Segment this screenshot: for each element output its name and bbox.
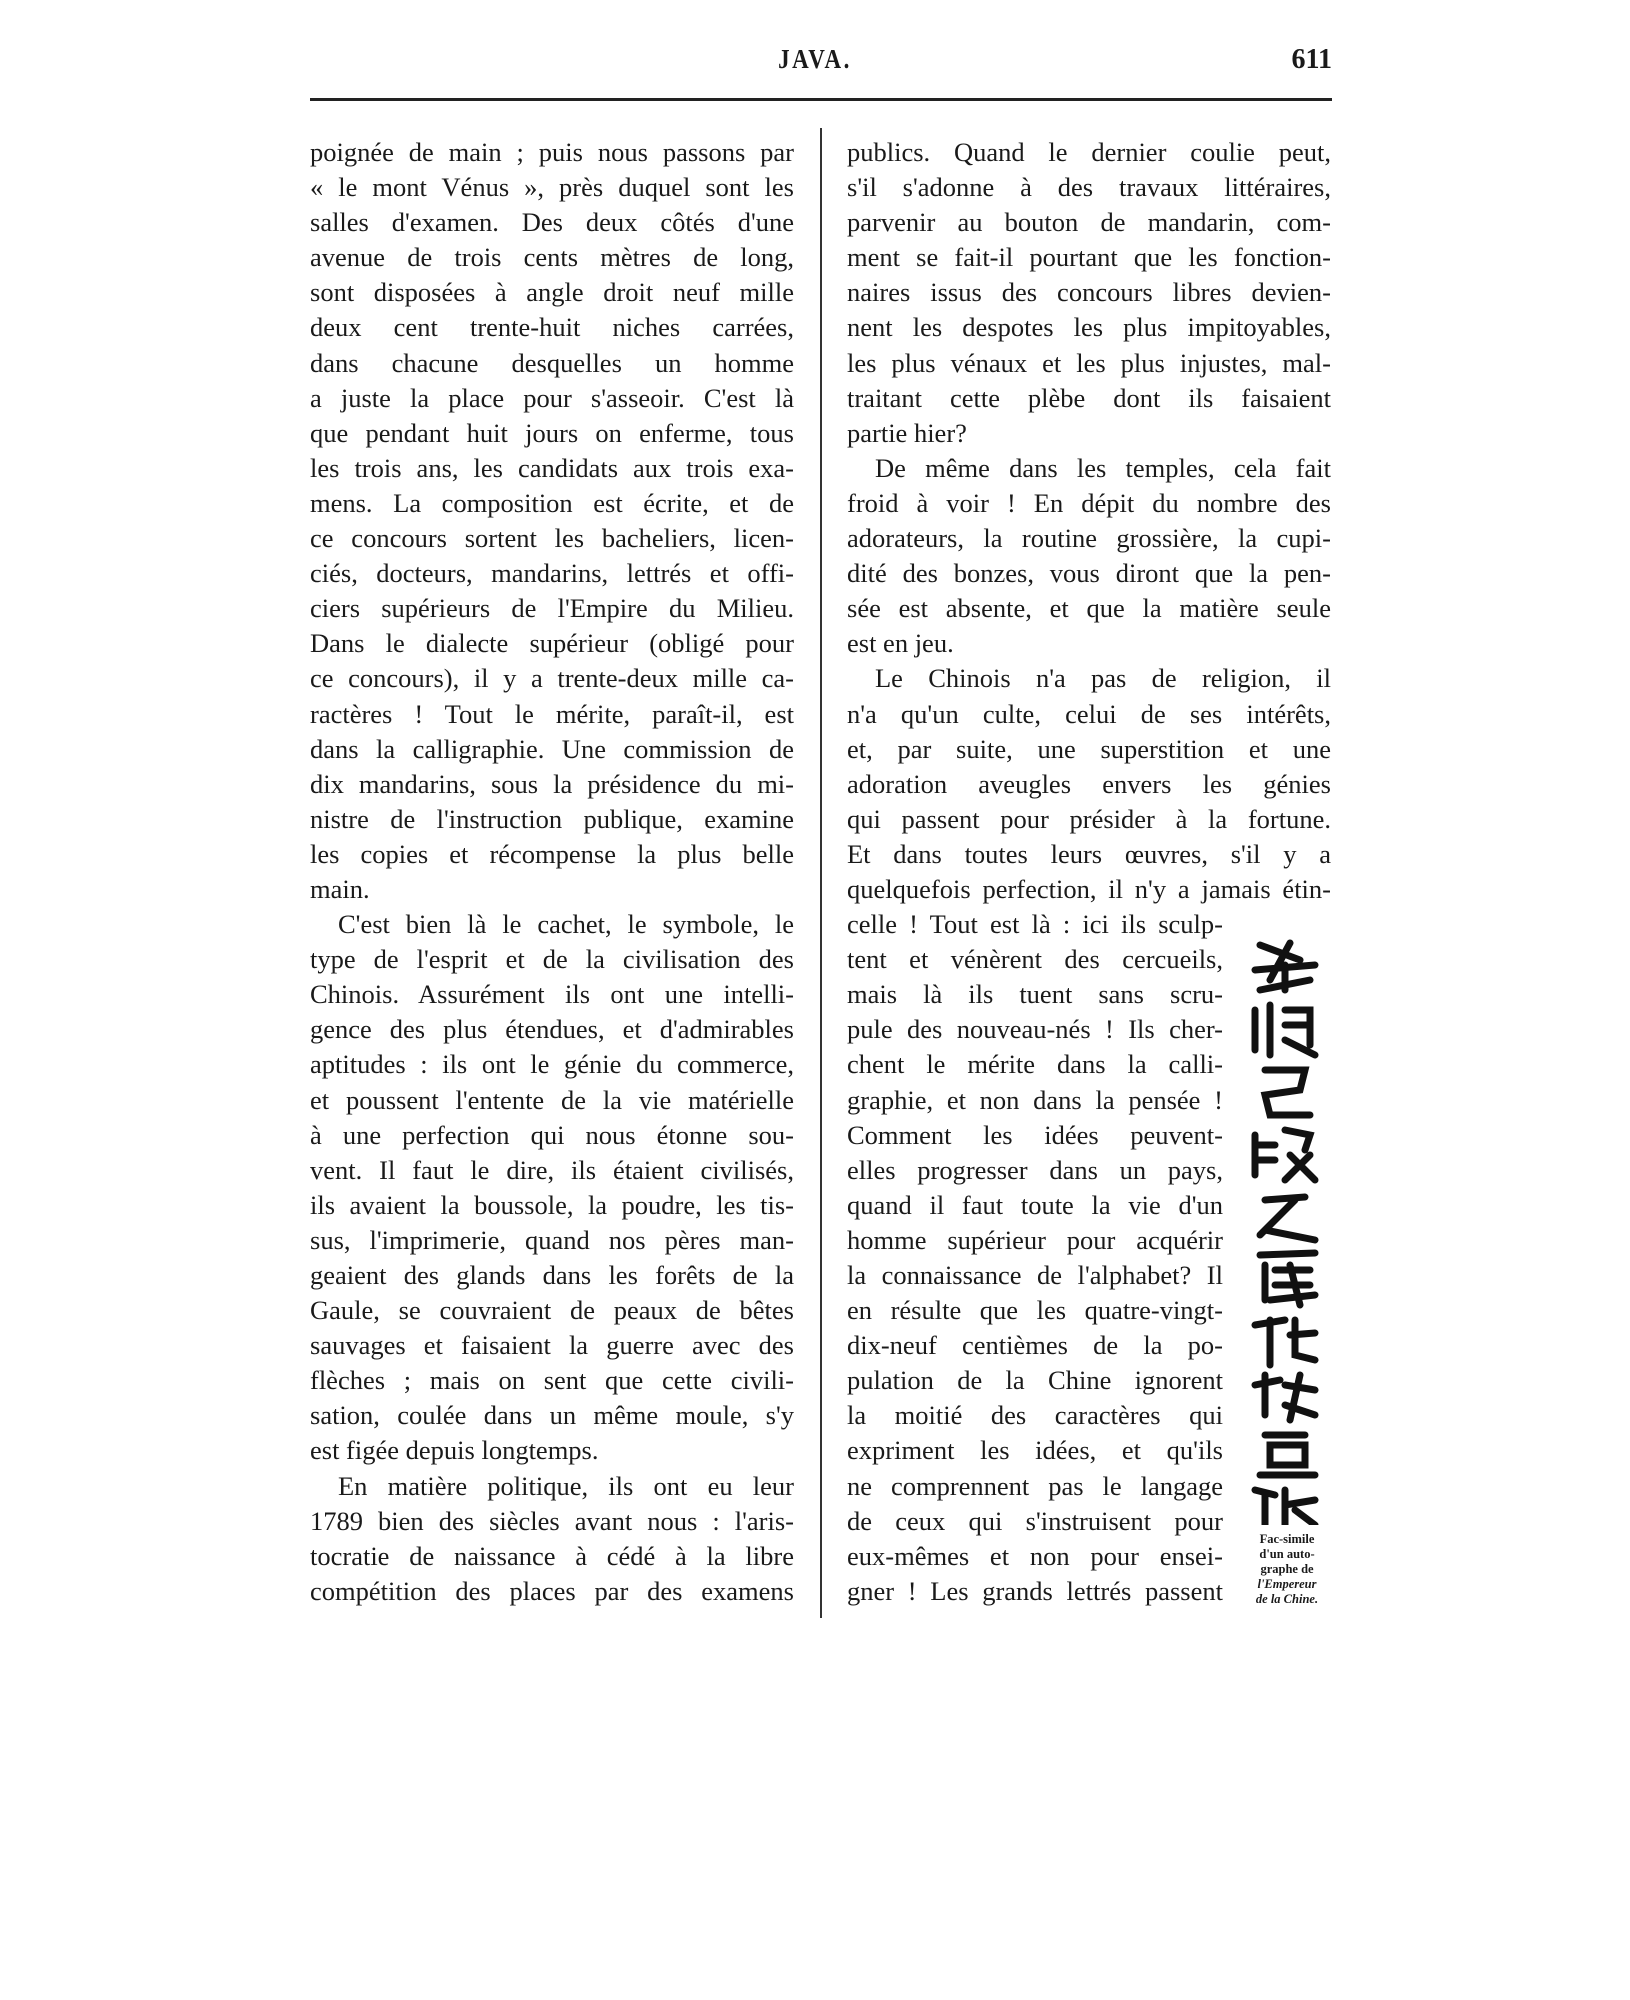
text-line: traitant cette plèbe dont ils faisaient: [847, 382, 1331, 413]
text-line: mens. La composition est écrite, et de: [310, 487, 794, 518]
text-line: dix mandarins, sous la présidence du mi-: [310, 768, 794, 799]
text-line: les copies et récompense la plus belle: [310, 838, 794, 869]
text-line: chent le mérite dans la calli-: [847, 1049, 1223, 1080]
text-line: expriment les idées, et qu'ils: [847, 1435, 1223, 1466]
text-line: poignée de main ; puis nous passons par: [310, 137, 794, 167]
text-line: qui passent pour présider à la fortune.: [847, 803, 1331, 834]
page-number: 611: [1291, 44, 1332, 75]
text-line: mais là ils tuent sans scru-: [847, 979, 1223, 1010]
text-line: les plus vénaux et les plus injustes, mal-: [847, 347, 1331, 378]
text-line: deux cent trente-huit niches carrées,: [310, 312, 794, 343]
column-divider: [820, 128, 822, 1618]
text-line: en résulte que les quatre-vingt-: [847, 1295, 1223, 1326]
text-line: gner ! Les grands lettrés passent: [847, 1575, 1223, 1606]
glyph-2: [1255, 1005, 1315, 1055]
glyph-5: [1260, 1197, 1315, 1240]
text-line: dans la calligraphie. Une commission de: [310, 733, 794, 764]
text-line: En matière politique, ils ont eu leur: [338, 1470, 794, 1501]
text-line: quelquefois perfection, il n'y a jamais étin-: [847, 873, 1331, 904]
text-line: à une perfection qui nous étonne sou-: [310, 1119, 794, 1150]
text-line: ment se fait-il pourtant que les fonction-: [847, 242, 1331, 273]
text-line: est figée depuis longtemps.: [310, 1435, 599, 1466]
text-line: homme supérieur pour acquérir: [847, 1224, 1223, 1255]
text-line: ciés, docteurs, mandarins, lettrés et offi-: [310, 558, 794, 589]
text-line: ciers supérieurs de l'Empire du Milieu.: [310, 593, 794, 624]
text-line: ractères ! Tout le mérite, paraît-il, est: [310, 698, 794, 729]
text-line: sation, coulée dans un même moule, s'y: [310, 1400, 794, 1431]
text-line: ce concours sortent les bacheliers, licen-: [310, 523, 794, 554]
glyph-7: [1255, 1320, 1315, 1365]
text-line: eux-mêmes et non pour ensei-: [847, 1540, 1223, 1571]
text-line: adoration aveugles envers les génies: [847, 768, 1331, 799]
glyph-10: [1255, 1490, 1315, 1525]
caption-line: l'Empereur: [1257, 1577, 1317, 1591]
text-line: parvenir au bouton de mandarin, com-: [847, 207, 1331, 238]
text-line: ils avaient la boussole, la poudre, les tis-: [310, 1189, 794, 1220]
glyph-8: [1255, 1375, 1315, 1420]
text-line: C'est bien là le cachet, le symbole, le: [338, 909, 794, 940]
text-line: est en jeu.: [847, 628, 954, 659]
text-line: froid à voir ! En dépit du nombre des: [847, 487, 1331, 518]
text-line: celle ! Tout est là : ici ils sculp-: [847, 909, 1223, 940]
text-line: pulation de la Chine ignorent: [847, 1365, 1223, 1396]
text-line: dix-neuf centièmes de la po-: [847, 1330, 1223, 1361]
glyph-4: [1255, 1130, 1315, 1180]
text-line: tocratie de naissance à cédé à la libre: [310, 1540, 794, 1571]
caption-line: d'un auto-: [1259, 1547, 1315, 1561]
text-line: sauvages et faisaient la guerre avec des: [310, 1330, 794, 1361]
text-line: ce concours), il y a trente-deux mille ca-: [310, 663, 794, 694]
text-line: 1789 bien des siècles avant nous : l'aris-: [310, 1505, 794, 1536]
text-line: compétition des places par des examens: [310, 1575, 794, 1606]
text-line: nent les despotes les plus impitoyables,: [847, 312, 1331, 343]
text-line: que pendant huit jours on enferme, tous: [310, 417, 794, 448]
text-line: n'a qu'un culte, celui de ses intérêts,: [847, 698, 1331, 729]
text-line: Dans le dialecte supérieur (obligé pour: [310, 628, 794, 659]
left-column: [310, 135, 794, 1609]
text-line: la connaissance de l'alphabet? Il: [847, 1260, 1223, 1290]
glyph-3: [1265, 1070, 1310, 1115]
caption-line: Fac-simile: [1259, 1532, 1315, 1546]
text-line: s'il s'adonne à des travaux littéraires,: [847, 172, 1331, 203]
header-rule: [310, 98, 1332, 101]
text-line: De même dans les temples, cela fait: [875, 452, 1331, 483]
running-title: JAVA.: [778, 44, 852, 74]
text-line: la moitié des caractères qui: [847, 1400, 1223, 1431]
glyph-6: [1260, 1253, 1315, 1305]
text-line: dans chacune desquelles un homme: [310, 347, 794, 378]
caption-line: graphe de: [1260, 1562, 1314, 1576]
text-line: les trois ans, les candidats aux trois exa-: [310, 452, 794, 483]
text-line: vent. Il faut le dire, ils étaient civilisés,: [310, 1154, 794, 1185]
text-line: a juste la place pour s'asseoir. C'est là: [310, 382, 794, 413]
text-line: publics. Quand le dernier coulie peut,: [847, 137, 1331, 167]
text-line: Gaule, se couvraient de peaux de bêtes: [310, 1295, 794, 1326]
text-line: et poussent l'entente de la vie matérielle: [310, 1084, 794, 1115]
text-line: Et dans toutes leurs œuvres, s'il y a: [847, 838, 1331, 869]
glyph-9: [1260, 1435, 1315, 1475]
text-line: avenue de trois cents mètres de long,: [310, 242, 794, 273]
text-line: adorateurs, la routine grossière, la cupi-: [847, 523, 1331, 554]
text-line: ne comprennent pas le langage: [847, 1470, 1223, 1501]
text-line: partie hier?: [847, 417, 967, 448]
text-line: Chinois. Assurément ils ont une intelli-: [310, 979, 794, 1010]
text-line: Le Chinois n'a pas de religion, il: [875, 663, 1331, 694]
text-line: geaient des glands dans les forêts de la: [310, 1260, 794, 1290]
text-line: sus, l'imprimerie, quand nos pères man-: [310, 1224, 794, 1255]
text-line: « le mont Vénus », près duquel sont les: [310, 172, 794, 203]
text-line: gence des plus étendues, et d'admirables: [310, 1014, 794, 1045]
text-line: Comment les idées peuvent-: [847, 1119, 1223, 1150]
text-line: naires issus des concours libres devien-: [847, 277, 1331, 308]
caption-line: de la Chine.: [1255, 1592, 1319, 1606]
glyph-1: [1255, 943, 1315, 990]
text-line: tent et vénèrent des cercueils,: [847, 944, 1223, 975]
text-line: aptitudes : ils ont le génie du commerce,: [310, 1049, 794, 1080]
text-line: nistre de l'instruction publique, examine: [310, 803, 794, 834]
text-line: sont disposées à angle droit neuf mille: [310, 277, 794, 308]
text-line: sée est absente, et que la matière seule: [847, 593, 1331, 624]
figure-caption: [1232, 1532, 1342, 1607]
text-line: salles d'examen. Des deux côtés d'une: [310, 207, 794, 238]
text-line: flèches ; mais on sent que cette civili-: [310, 1365, 794, 1396]
text-line: graphie, et non dans la pensée !: [847, 1084, 1223, 1115]
text-line: et, par suite, une superstition et une: [847, 733, 1331, 764]
text-line: type de l'esprit et de la civilisation des: [310, 944, 794, 975]
text-line: dité des bonzes, vous diront que la pen-: [847, 558, 1331, 589]
text-line: main.: [310, 873, 370, 904]
chinese-autograph-facsimile: [1240, 935, 1330, 1525]
text-line: elles progresser dans un pays,: [847, 1154, 1223, 1185]
text-line: quand il faut toute la vie d'un: [847, 1189, 1223, 1220]
text-line: de ceux qui s'instruisent pour: [847, 1505, 1223, 1536]
text-line: pule des nouveau-nés ! Ils cher-: [847, 1014, 1223, 1045]
